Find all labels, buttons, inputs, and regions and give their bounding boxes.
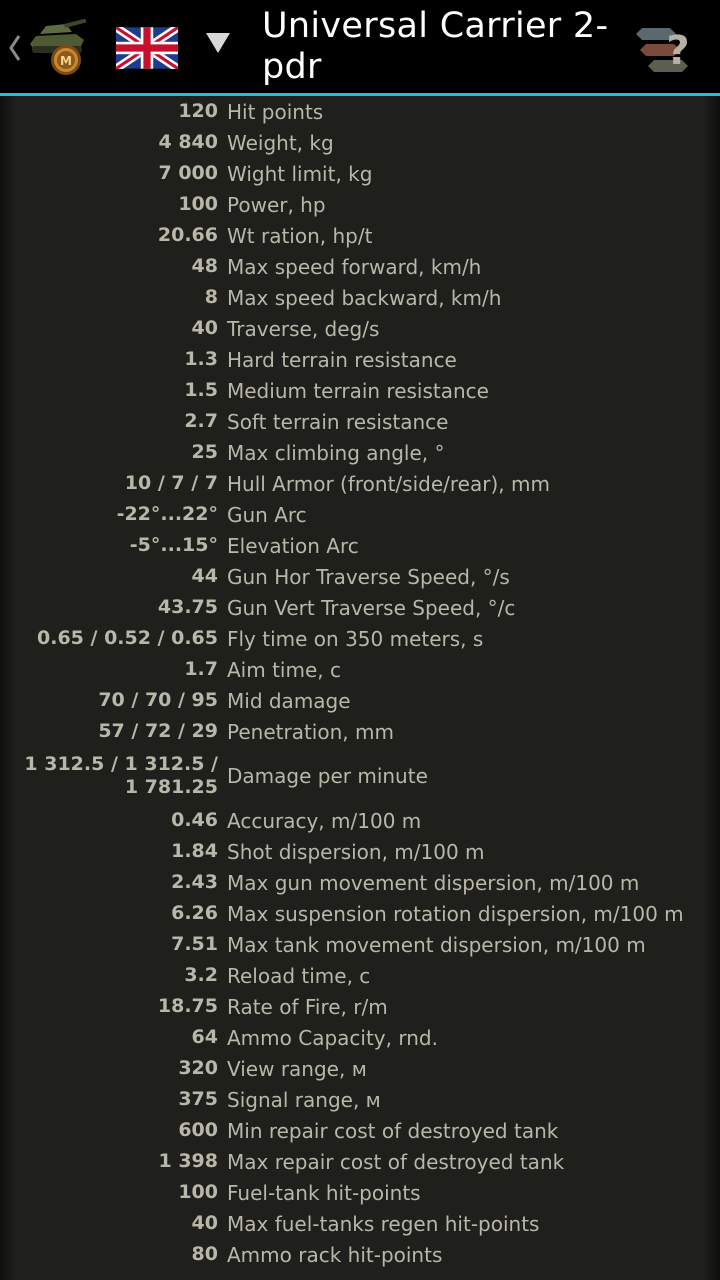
stats-list[interactable] — [0, 96, 720, 1280]
stat-row — [0, 1115, 720, 1146]
stat-row — [0, 623, 720, 654]
stat-value: -5°...15° — [129, 534, 218, 556]
stat-row — [0, 1208, 720, 1239]
stat-label: Max speed backward, km/h — [227, 285, 502, 310]
stat-label: Power, hp — [227, 192, 326, 217]
stat-value: 43.75 — [157, 596, 218, 618]
stat-value: 10 / 7 / 7 — [124, 472, 218, 494]
question-mark: ? — [666, 28, 690, 74]
stat-row — [0, 282, 720, 313]
stat-value: 44 — [191, 565, 218, 587]
stat-label: Max fuel-tanks regen hit-points — [227, 1211, 540, 1236]
tank-question-icon[interactable] — [630, 20, 700, 80]
stat-label: Max repair cost of destroyed tank — [227, 1149, 565, 1174]
stat-value: 1 312.5 / 1 312.5 / 1 781.25 — [24, 753, 218, 798]
stat-value: 0.65 / 0.52 / 0.65 — [37, 627, 218, 649]
stat-label: Traverse, deg/s — [227, 316, 380, 341]
stat-label: Reload time, c — [227, 963, 371, 988]
stat-row — [0, 1022, 720, 1053]
stat-label: Wight limit, kg — [227, 161, 373, 186]
stat-row — [0, 748, 720, 804]
stat-row — [0, 654, 720, 685]
stat-label: Accuracy, m/100 m — [227, 808, 422, 833]
stat-row — [0, 1177, 720, 1208]
stat-value: -22°...22° — [116, 503, 218, 525]
stat-value: 100 — [178, 193, 218, 215]
stat-label: Wt ration, hp/t — [227, 223, 373, 248]
stat-row — [0, 1146, 720, 1177]
stat-row — [0, 991, 720, 1022]
stat-value: 7 000 — [158, 162, 218, 184]
stat-value: 1.84 — [171, 840, 218, 862]
stat-value: 18.75 — [157, 995, 218, 1017]
stat-label: Ammo Capacity, rnd. — [227, 1025, 438, 1050]
stat-value: 320 — [178, 1057, 218, 1079]
stat-value: 40 — [191, 1212, 218, 1234]
stat-row — [0, 158, 720, 189]
stat-value: 6.26 — [171, 902, 218, 924]
stat-label: Max suspension rotation dispersion, m/100 m — [227, 901, 684, 926]
stat-row — [0, 960, 720, 991]
stat-row — [0, 1239, 720, 1270]
stat-row — [0, 313, 720, 344]
stat-label: Max speed forward, km/h — [227, 254, 482, 279]
stat-label: Soft terrain resistance — [227, 409, 449, 434]
stat-row — [0, 437, 720, 468]
stat-value: 2.7 — [184, 410, 218, 432]
vehicle-title: Universal Carrier 2-pdr — [262, 6, 609, 87]
stat-value: 64 — [191, 1026, 218, 1048]
stat-row — [0, 1084, 720, 1115]
stat-label: Medium terrain resistance — [227, 378, 489, 403]
stat-label: Ammo rack hit-points — [227, 1242, 443, 1267]
stat-label: Hard terrain resistance — [227, 347, 457, 372]
stat-value: 3.2 — [184, 964, 218, 986]
badge-letter: M — [60, 54, 72, 68]
stat-value: 1.3 — [184, 348, 218, 370]
stat-label: Gun Hor Traverse Speed, °/s — [227, 564, 510, 589]
stat-label: Shot dispersion, m/100 m — [227, 839, 485, 864]
stat-label: Hit points — [227, 99, 324, 124]
stat-label: Elevation Arc — [227, 533, 359, 558]
stat-label: Damage per minute — [227, 764, 428, 788]
stat-label: View range, м — [227, 1056, 367, 1081]
stat-row — [0, 685, 720, 716]
stat-label: Gun Vert Traverse Speed, °/c — [227, 595, 516, 620]
stat-row — [0, 189, 720, 220]
stat-value: 4 840 — [158, 131, 218, 153]
stat-row — [0, 375, 720, 406]
stat-value: 0.46 — [171, 809, 218, 831]
stat-label: Rate of Fire, r/m — [227, 994, 388, 1019]
stat-row — [0, 929, 720, 960]
stat-value: 1.5 — [184, 379, 218, 401]
stat-row — [0, 344, 720, 375]
stat-row — [0, 251, 720, 282]
stat-value: 57 / 72 / 29 — [98, 720, 218, 742]
stat-value: 100 — [178, 1181, 218, 1203]
stat-value: 25 — [191, 441, 218, 463]
stat-value: 7.51 — [171, 933, 218, 955]
stat-row — [0, 716, 720, 747]
stat-row — [0, 127, 720, 158]
stat-row — [0, 836, 720, 867]
stat-label: Fly time on 350 meters, s — [227, 626, 484, 651]
stat-row — [0, 592, 720, 623]
triangle-down-icon — [204, 30, 232, 56]
stat-value: 600 — [178, 1119, 218, 1141]
stat-label: Mid damage — [227, 688, 351, 713]
stat-row — [0, 561, 720, 592]
stat-label: Aim time, c — [227, 657, 341, 682]
nation-dropdown-button[interactable] — [204, 30, 232, 56]
back-button[interactable] — [6, 30, 24, 66]
stat-label: Gun Arc — [227, 502, 307, 527]
stat-row — [0, 499, 720, 530]
action-bar — [0, 0, 720, 96]
stat-label: Max climbing angle, ° — [227, 440, 445, 465]
stat-label: Min repair cost of destroyed tank — [227, 1118, 559, 1143]
stat-value: 20.66 — [157, 224, 218, 246]
stat-value: 2.43 — [171, 871, 218, 893]
stat-value: 1.7 — [184, 658, 218, 680]
stat-label: Fuel-tank hit-points — [227, 1180, 421, 1205]
stat-row — [0, 867, 720, 898]
stat-label: Hull Armor (front/side/rear), mm — [227, 471, 550, 496]
stat-label: Penetration, mm — [227, 719, 394, 744]
stat-row — [0, 805, 720, 836]
stat-value: 80 — [191, 1243, 218, 1265]
stat-row — [0, 898, 720, 929]
stat-label: Signal range, м — [227, 1087, 381, 1112]
stat-row — [0, 96, 720, 127]
uk-flag-icon[interactable] — [116, 27, 178, 69]
tank-badge-icon[interactable] — [26, 14, 88, 78]
stat-label: Weight, kg — [227, 130, 334, 155]
stat-value: 8 — [204, 286, 218, 308]
stat-label: Max gun movement dispersion, m/100 m — [227, 870, 640, 895]
stat-value: 1 398 — [158, 1150, 218, 1172]
stat-row — [0, 220, 720, 251]
stat-value: 40 — [191, 317, 218, 339]
stat-value: 120 — [178, 100, 218, 122]
chevron-left-icon — [8, 33, 22, 63]
stat-row — [0, 530, 720, 561]
stat-row — [0, 406, 720, 437]
stat-row — [0, 468, 720, 499]
stat-value: 48 — [191, 255, 218, 277]
stat-value: 375 — [178, 1088, 218, 1110]
stat-row — [0, 1053, 720, 1084]
stat-label: Max tank movement dispersion, m/100 m — [227, 932, 646, 957]
stat-value: 70 / 70 / 95 — [98, 689, 218, 711]
